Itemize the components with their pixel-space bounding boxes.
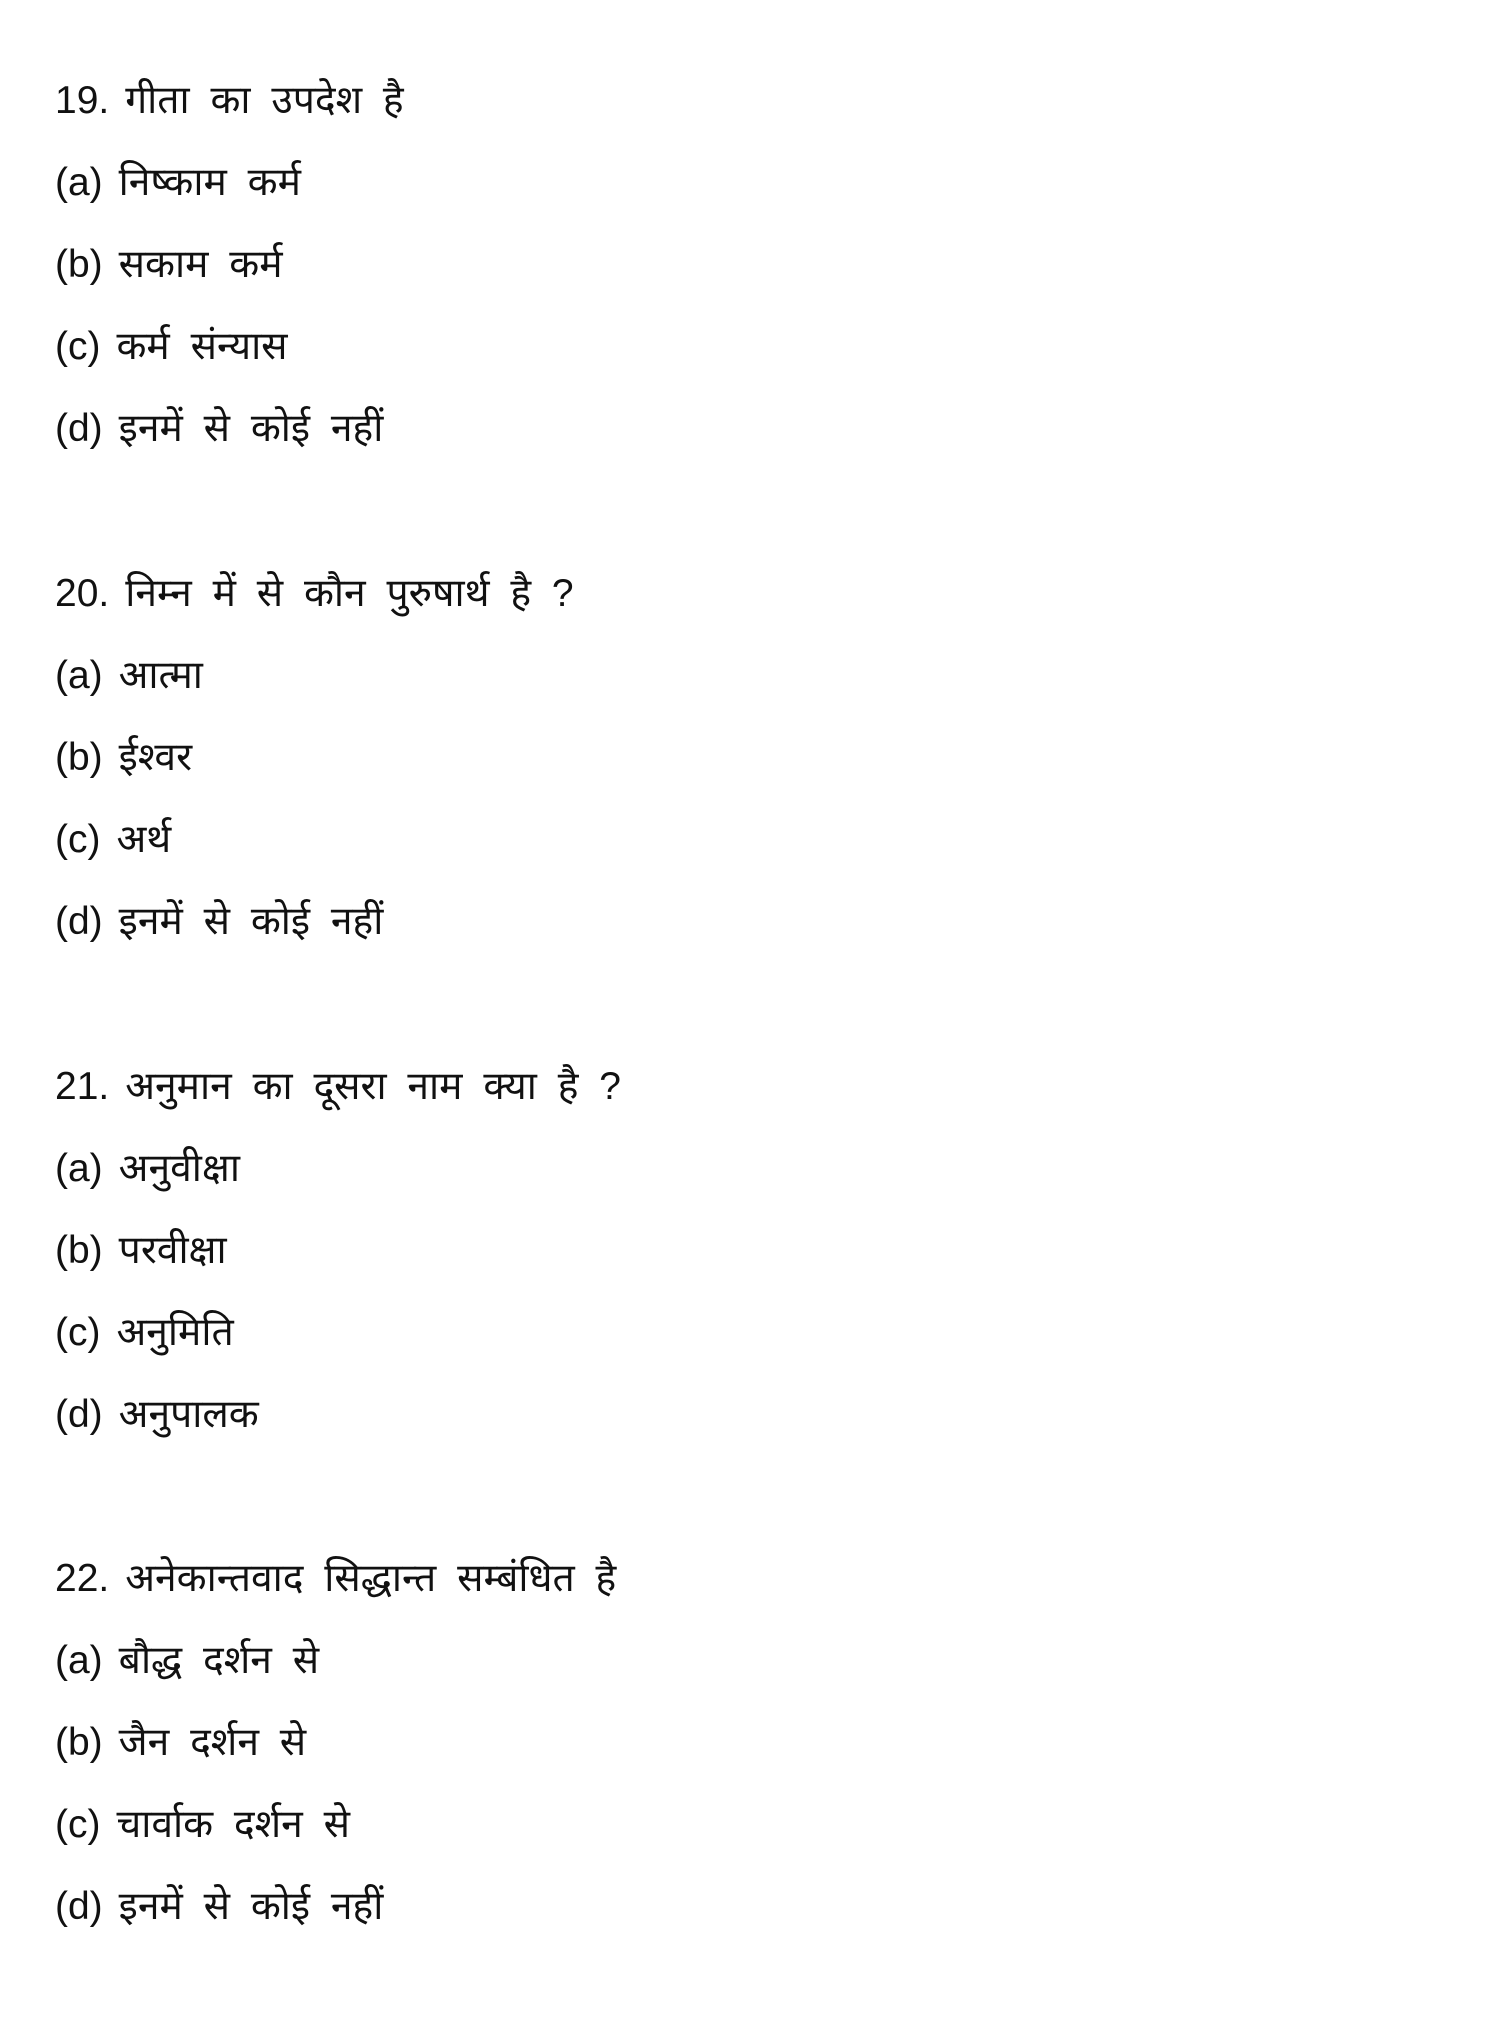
option-label: (b) xyxy=(55,243,103,286)
option-label: (d) xyxy=(55,407,103,450)
question-text: अनुमान का दूसरा नाम क्या है ? xyxy=(125,1065,621,1108)
option-text: चार्वाक दर्शन से xyxy=(116,1803,350,1846)
option-a xyxy=(55,142,1455,224)
question-number: 19. xyxy=(55,79,110,122)
option-label: (c) xyxy=(55,325,101,368)
option-label: (d) xyxy=(55,1393,103,1436)
option-text: अनुवीक्षा xyxy=(118,1147,240,1190)
option-label: (a) xyxy=(55,1639,103,1682)
option-text: अनुपालक xyxy=(118,1393,259,1436)
question-text: निम्न में से कौन पुरुषार्थ है ? xyxy=(125,572,574,615)
option-d xyxy=(55,881,1455,963)
question-text: अनेकान्तवाद सिद्धान्त सम्बंधित है xyxy=(125,1557,617,1600)
option-b xyxy=(55,717,1455,799)
option-text: इनमें से कोई नहीं xyxy=(118,1885,384,1928)
option-label: (c) xyxy=(55,818,101,861)
option-label: (c) xyxy=(55,1803,101,1846)
option-text: जैन दर्शन से xyxy=(118,1721,307,1764)
option-c xyxy=(55,799,1455,881)
option-d xyxy=(55,1374,1455,1456)
question-block xyxy=(55,1538,1455,1948)
option-text: इनमें से कोई नहीं xyxy=(118,407,384,450)
option-label: (b) xyxy=(55,1229,103,1272)
question-line xyxy=(55,1046,1455,1128)
option-text: परवीक्षा xyxy=(118,1229,227,1272)
option-a xyxy=(55,1620,1455,1702)
option-label: (d) xyxy=(55,900,103,943)
option-b xyxy=(55,1702,1455,1784)
question-block xyxy=(55,1046,1455,1456)
option-b xyxy=(55,1210,1455,1292)
option-label: (a) xyxy=(55,161,103,204)
option-a xyxy=(55,635,1455,717)
question-line xyxy=(55,60,1455,142)
option-label: (a) xyxy=(55,654,103,697)
option-d xyxy=(55,388,1455,470)
option-label: (c) xyxy=(55,1311,101,1354)
option-label: (b) xyxy=(55,1721,103,1764)
question-text: गीता का उपदेश है xyxy=(125,79,404,122)
question-block xyxy=(55,553,1455,963)
option-c xyxy=(55,1784,1455,1866)
option-b xyxy=(55,224,1455,306)
option-d xyxy=(55,1866,1455,1948)
question-number: 20. xyxy=(55,572,110,615)
option-label: (b) xyxy=(55,736,103,779)
question-number: 22. xyxy=(55,1557,110,1600)
option-text: बौद्ध दर्शन से xyxy=(118,1639,320,1682)
option-c xyxy=(55,1292,1455,1374)
question-line xyxy=(55,553,1455,635)
question-line xyxy=(55,1538,1455,1620)
question-block xyxy=(55,60,1455,470)
option-a xyxy=(55,1128,1455,1210)
question-number: 21. xyxy=(55,1065,110,1108)
option-text: निष्काम कर्म xyxy=(118,161,301,204)
option-label: (d) xyxy=(55,1885,103,1928)
option-text: अनुमिति xyxy=(116,1311,234,1354)
option-text: आत्मा xyxy=(118,654,203,697)
option-c xyxy=(55,306,1455,388)
option-text: ईश्वर xyxy=(118,736,193,779)
option-text: कर्म संन्यास xyxy=(116,325,288,368)
option-text: सकाम कर्म xyxy=(118,243,283,286)
option-text: इनमें से कोई नहीं xyxy=(118,900,384,943)
option-text: अर्थ xyxy=(116,818,172,861)
option-label: (a) xyxy=(55,1147,103,1190)
